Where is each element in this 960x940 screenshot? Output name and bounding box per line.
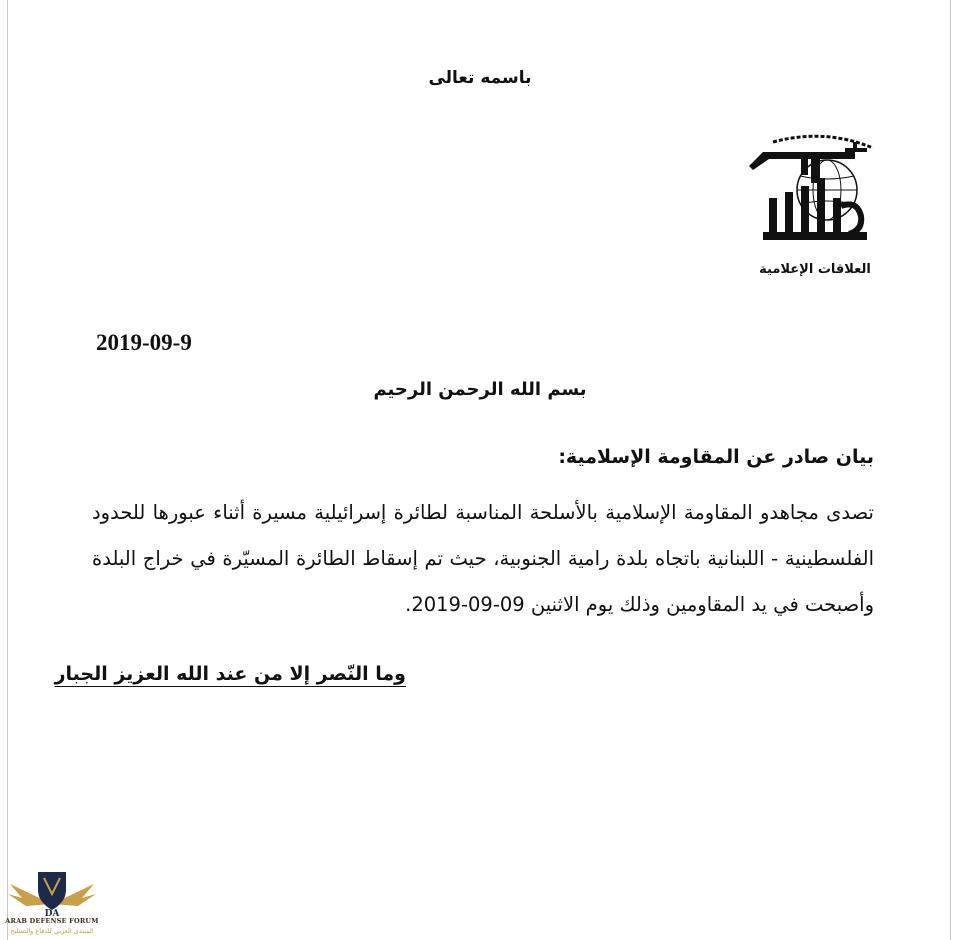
- forum-tagline: المنتدى العربي للدفاع والتسليح: [10, 927, 94, 935]
- statement-body: تصدى مجاهدو المقاومة الإسلامية بالأسلحة المناسبة لطائرة إسرائيلية مسيرة أثناء عبورها للحدود الفلسطينية - اللبنانية باتجاه بلدة رامية الجنوبية، حيث تم إسقاط الطائرة المسيّرة في خراج البلدة وأصبحت في يد المقاومين وذلك يوم الاثنين 09-09-2019.: [92, 501, 874, 616]
- statement-heading: بيان صادر عن المقاومة الإسلامية:: [558, 446, 874, 468]
- forum-name: ARAB DEFENSE FORUM: [5, 917, 99, 925]
- emblem-icon: [745, 128, 885, 258]
- closing-phrase: وما النّصر إلا من عند الله العزيز الجبار: [54, 663, 406, 685]
- document-date: 2019-09-9: [96, 330, 192, 355]
- forum-eagle-icon: [4, 868, 100, 918]
- page-edge-right: [950, 0, 951, 940]
- svg-text:DA: DA: [44, 909, 60, 918]
- basmala: بسم الله الرحمن الرحيم: [373, 379, 587, 400]
- invocation-header: باسمه تعالى: [428, 68, 532, 88]
- letterhead-caption: العلاقات الإعلامية: [759, 262, 871, 277]
- page-edge-left: [7, 0, 8, 940]
